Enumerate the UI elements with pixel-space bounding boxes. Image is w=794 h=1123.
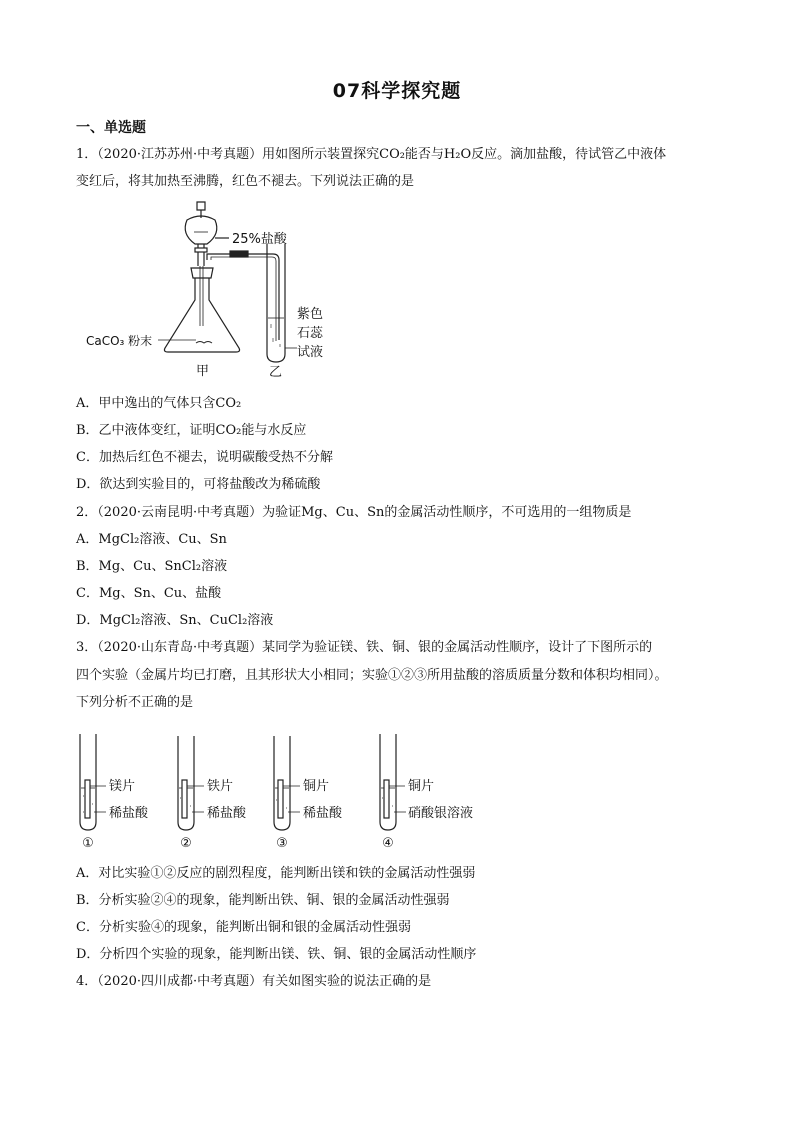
q2-option-c: C．Mg、Sn、Cu、盐酸 [76,586,222,601]
tube4-solution-label: 硝酸银溶液 [408,806,474,821]
acid-label: 25%盐酸 [232,232,287,247]
tube-label: 乙 [269,365,283,380]
page-title: 07科学探究题 [332,80,462,102]
q3-option-d: D．分析四个实验的现象，能判断出镁、铁、铜、银的金属活动性顺序 [76,947,477,962]
q1-option-a: A．甲中逸出的气体只含CO₂ [76,396,242,411]
powder-label: CaCO₃ 粉末 [86,334,153,348]
tube4-metal-label: 铜片 [408,779,435,794]
q1-option-d: D．欲达到实验目的，可将盐酸改为稀硫酸 [76,477,321,492]
q2-stem: 2．（2020·云南昆明·中考真题）为验证Mg、Cu、Sn的金属活动性顺序，不可选用的一组物质是 [76,505,632,520]
q3-stem-line2: 四个实验（金属片均已打磨，且其形状大小相同；实验①②③所用盐酸的溶质质量分数和体积均相同）。 [76,668,668,683]
q1-stem-line2: 变红后，将其加热至沸腾，红色不褪去。下列说法正确的是 [76,174,415,189]
q3-stem-line1: 3．（2020·山东青岛·中考真题）某同学为验证镁、铁、铜、银的金属活动性顺序，设计了下图所示的 [76,640,653,655]
q1-option-c: C．加热后红色不褪去，说明碳酸受热不分解 [76,450,333,465]
q3-option-c: C．分析实验④的现象，能判断出铜和银的金属活动性强弱 [76,920,411,935]
reagent-label-1: 紫色 [297,307,324,322]
q1-stem-line1: 1．（2020·江苏苏州·中考真题）用如图所示装置探究CO₂能否与H₂O反应。滴加盐酸，待试管乙中液体 [76,147,667,162]
q2-option-d: D．MgCl₂溶液、Sn、CuCl₂溶液 [76,613,274,628]
tube2-metal-label: 铁片 [207,779,234,794]
q1-option-b: B．乙中液体变红，证明CO₂能与水反应 [76,423,307,438]
q4-stem: 4．（2020·四川成都·中考真题）有关如图实验的说法正确的是 [76,974,432,989]
q3-option-b: B．分析实验②④的现象，能判断出铁、铜、银的金属活动性强弱 [76,893,450,908]
tube2-number: ② [180,836,192,851]
reagent-label-2: 石蕊 [297,326,324,341]
q3-test-tubes-figure [70,728,490,854]
reagent-label-3: 试液 [297,345,324,360]
tube1-solution-label: 稀盐酸 [109,806,149,821]
tube4-number: ④ [382,836,394,851]
q1-apparatus-figure [84,198,344,383]
tube1-number: ① [82,836,94,851]
tube3-metal-label: 铜片 [303,779,330,794]
q3-stem-line3: 下列分析不正确的是 [76,695,194,710]
tube3-number: ③ [276,836,288,851]
tube1-metal-label: 镁片 [109,779,136,794]
q2-option-b: B．Mg、Cu、SnCl₂溶液 [76,559,228,574]
tube3-solution-label: 稀盐酸 [303,806,343,821]
section-heading: 一、单选题 [76,120,146,136]
flask-label: 甲 [196,364,210,379]
q3-option-a: A．对比实验①②反应的剧烈程度，能判断出镁和铁的金属活动性强弱 [76,866,476,881]
tube2-solution-label: 稀盐酸 [207,806,247,821]
q2-option-a: A．MgCl₂溶液、Cu、Sn [76,532,227,547]
